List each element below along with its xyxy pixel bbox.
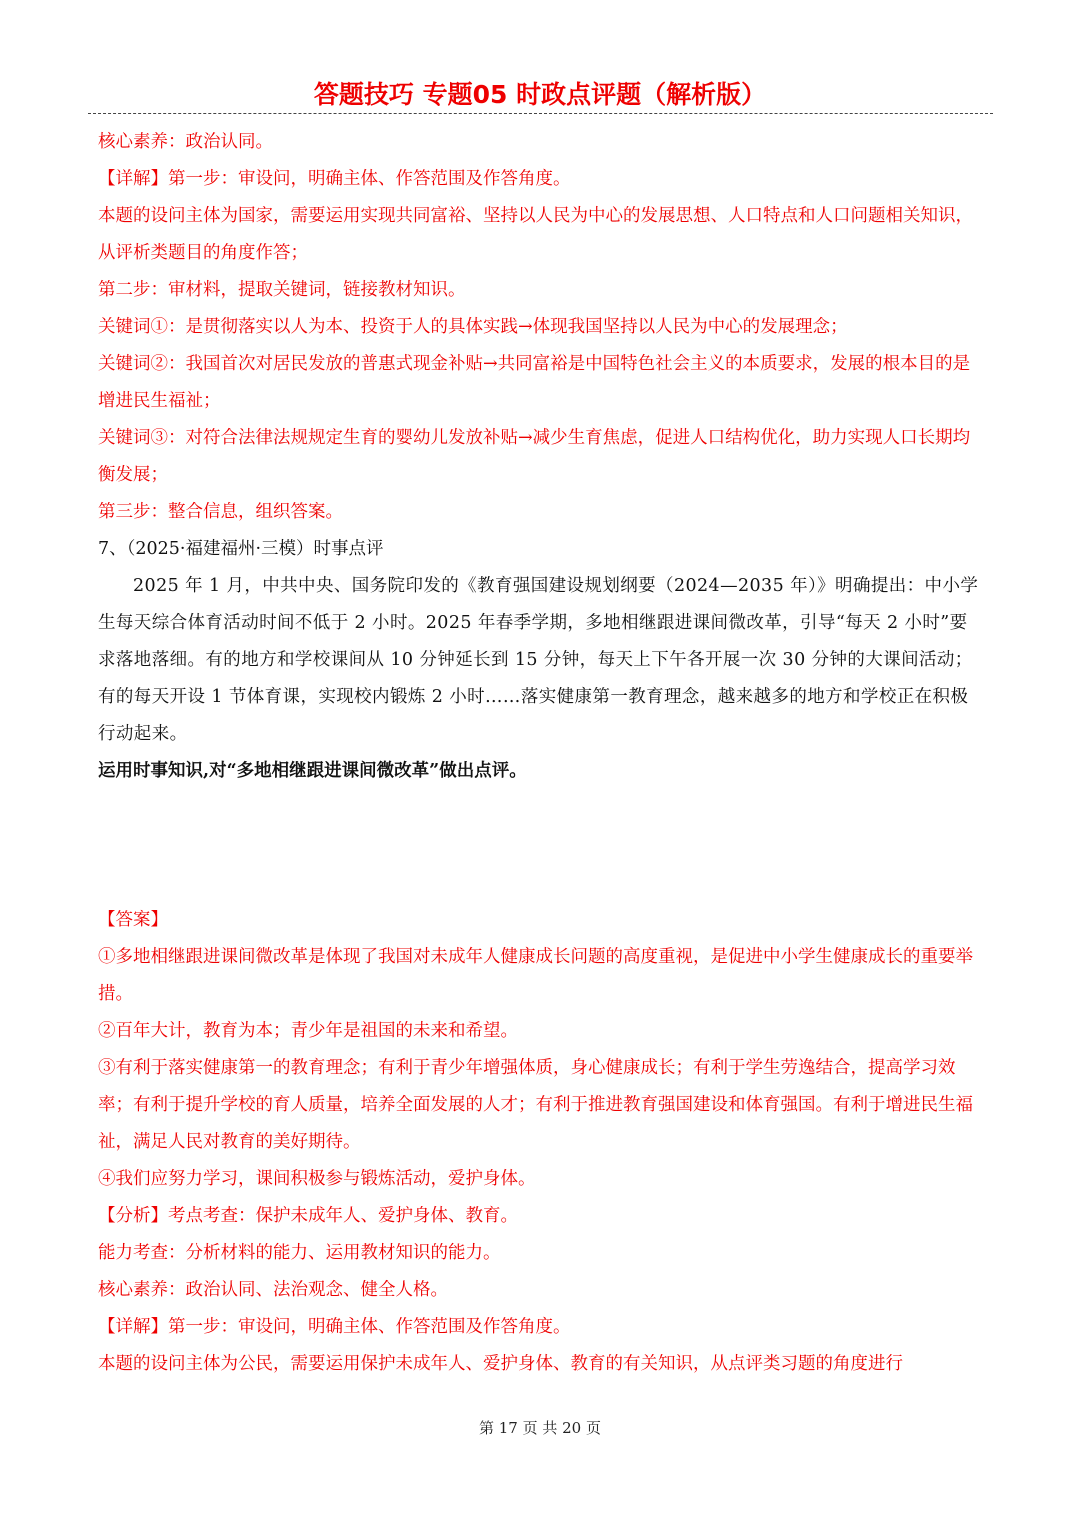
- analysis-detail-step1: 第一步：审设问，明确主体、作答范围及作答角度。: [168, 1317, 571, 1337]
- header-divider: [88, 113, 993, 114]
- step3-line: 第三步：整合信息，组织答案。: [98, 502, 343, 522]
- detail-tag: 【详解】: [98, 169, 168, 189]
- analysis-detail-subject: 本题的设问主体为公民，需要运用保护未成年人、爱护身体、教育的有关知识，从点评类习题的角度进行: [98, 1354, 903, 1374]
- analysis-tag: 【分析】: [98, 1206, 168, 1226]
- document-body: [98, 124, 984, 1383]
- answer-space: [98, 790, 984, 902]
- analysis-core: 核心素养：政治认同、法治观念、健全人格。: [98, 1280, 448, 1300]
- step2-line: 第二步：审材料，提取关键词，链接教材知识。: [98, 280, 466, 300]
- answer-point-3: ③有利于落实健康第一的教育理念；有利于青少年增强体质，身心健康成长；有利于学生劳逸结合，提高学习效率；有利于提升学校的育人质量，培养全面发展的人才；有利于推进教育强国建设和体育强国。有利于增进民生福祉，满足人民对教育的美好期待。: [98, 1058, 973, 1152]
- analysis-detail-tag: 【详解】: [98, 1317, 168, 1337]
- keyword-1: 关键词①：是贯彻落实以人为本、投资于人的具体实践→体现我国坚持以人民为中心的发展理念；: [98, 317, 848, 337]
- question-stem: 2025 年 1 月，中共中央、国务院印发的《教育强国建设规划纲要（2024—2035 年）》明确提出：中小学生每天综合体育活动时间不低于 2 小时。2025 年春季学期，多地相继跟进课间微改革，引导“每天 2 小时”要求落地落细。有的地方和学校课间从 10 分钟延长到 15 分钟，每天上下午各开展一次 30 分钟的大课间活动；有的每天开设 1 节体育课，实现校内锻炼 2 小时……落实健康第一教育理念，越来越多的地方和学校正在积极行动起来。: [98, 576, 979, 744]
- answer-point-1: ①多地相继跟进课间微改革是体现了我国对未成年人健康成长问题的高度重视，是促进中小学生健康成长的重要举措。: [98, 947, 973, 1004]
- keyword-2: 关键词②：我国首次对居民发放的普惠式现金补贴→共同富裕是中国特色社会主义的本质要求，发展的根本目的是增进民生福祉；: [98, 354, 971, 411]
- analysis-topic: 考点考查：保护未成年人、爱护身体、教育。: [168, 1206, 518, 1226]
- page-footer: 第 17 页 共 20 页: [478, 1419, 601, 1437]
- answer-point-4: ④我们应努力学习，课间积极参与锻炼活动，爱护身体。: [98, 1169, 536, 1189]
- page-title: 答题技巧 专题05 时政点评题（解析版）: [313, 80, 767, 109]
- question-prompt: 运用时事知识,对“多地相继跟进课间微改革”做出点评。: [98, 761, 527, 781]
- answer-point-2: ②百年大计，教育为本；青少年是祖国的未来和希望。: [98, 1021, 518, 1041]
- core-literacy-line: 核心素养：政治认同。: [98, 132, 273, 152]
- detail-step1-line: [98, 161, 984, 198]
- question-heading: 7、（2025·福建福州·三模）时事点评: [98, 539, 384, 559]
- keyword-3: 关键词③：对符合法律法规规定生育的婴幼儿发放补贴→减少生育焦虑，促进人口结构优化，助力实现人口长期均衡发展；: [98, 428, 971, 485]
- answer-tag: 【答案】: [98, 910, 168, 930]
- detail-subject: 本题的设问主体为国家，需要运用实现共同富裕、坚持以人民为中心的发展思想、人口特点和人口问题相关知识，从评析类题目的角度作答；: [98, 206, 973, 263]
- analysis-line: [98, 1198, 984, 1235]
- analysis-ability: 能力考查：分析材料的能力、运用教材知识的能力。: [98, 1243, 501, 1263]
- analysis-detail-line: [98, 1309, 984, 1346]
- detail-step1: 第一步：审设问，明确主体、作答范围及作答角度。: [168, 169, 571, 189]
